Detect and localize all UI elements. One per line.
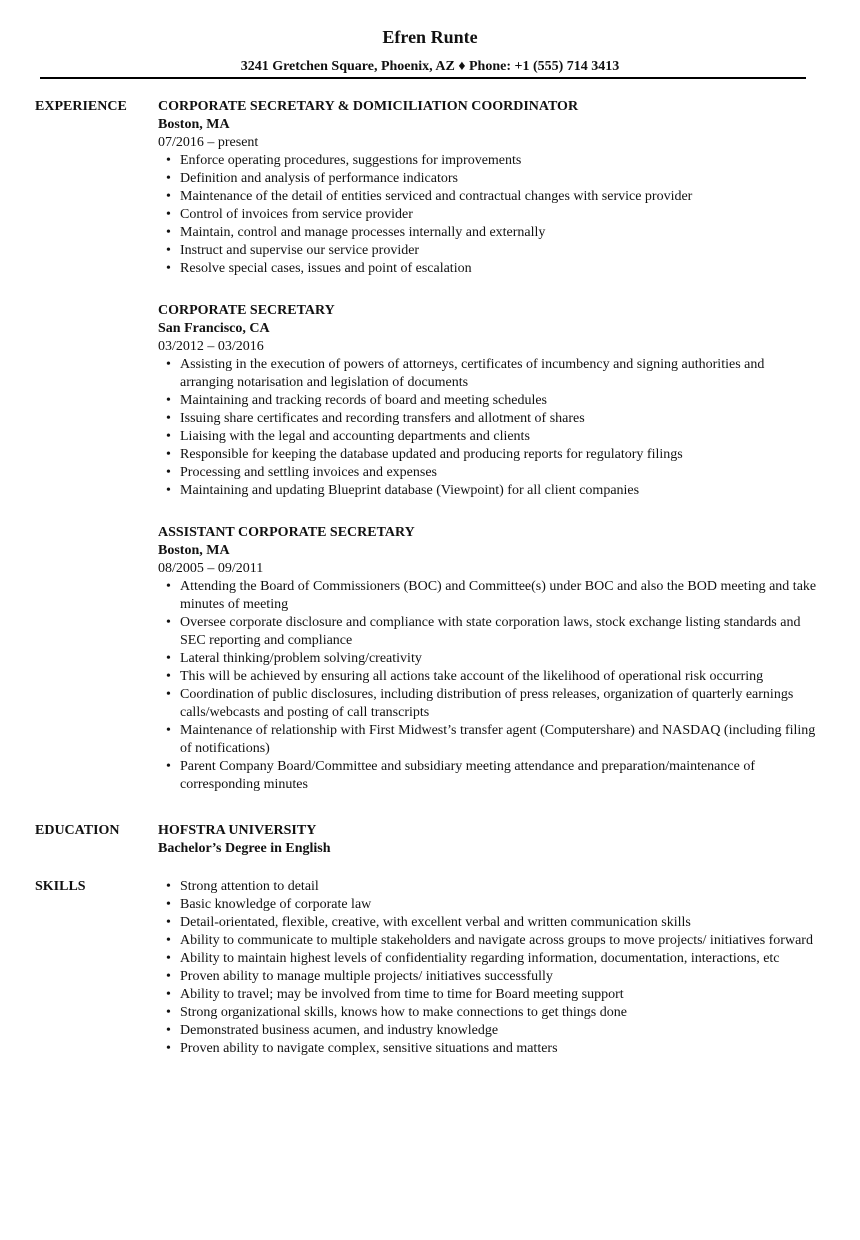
education-section — [35, 822, 825, 858]
job-entry — [158, 98, 825, 278]
list-item: • Liaising with the legal and accounting departments and clients — [158, 428, 820, 446]
job-dates: 07/2016 – present — [158, 135, 259, 150]
list-item: • Maintain, control and manage processes internally and externally — [158, 224, 820, 242]
section-label: EDUCATION — [35, 823, 120, 838]
list-item: • Processing and settling invoices and expenses — [158, 464, 820, 482]
list-item: • Definition and analysis of performance indicators — [158, 170, 820, 188]
list-item: • Strong organizational skills, knows how to make connections to get things done — [158, 1004, 820, 1022]
job-title: CORPORATE SECRETARY & DOMICILIATION COORDINATOR — [158, 99, 579, 114]
job-entry — [158, 524, 825, 794]
list-item: • This will be achieved by ensuring all actions take account of the likelihood of operational risk occurring — [158, 668, 820, 686]
list-item: • Parent Company Board/Committee and subsidiary meeting attendance and preparation/maintenance of corresponding minutes — [158, 758, 820, 794]
job-dates: 08/2005 – 09/2011 — [158, 561, 264, 576]
job-bullets — [158, 578, 825, 794]
job-entry — [158, 302, 825, 500]
list-item: • Resolve special cases, issues and point of escalation — [158, 260, 820, 278]
resume-body — [35, 98, 825, 1058]
job-dates: 03/2012 – 03/2016 — [158, 339, 264, 354]
job-title: CORPORATE SECRETARY — [158, 303, 335, 318]
jobs-list — [158, 98, 825, 794]
job-bullets — [158, 356, 825, 500]
job-bullets — [158, 152, 825, 278]
list-item: • Ability to maintain highest levels of confidentiality regarding information, documentation, interactions, etc — [158, 950, 820, 968]
job-location: Boston, MA — [158, 543, 230, 558]
header-divider — [40, 77, 806, 79]
school-name: HOFSTRA UNIVERSITY — [158, 823, 317, 838]
list-item: • Enforce operating procedures, suggestions for improvements — [158, 152, 820, 170]
list-item: • Maintaining and tracking records of board and meeting schedules — [158, 392, 820, 410]
list-item: • Maintenance of relationship with First Midwest’s transfer agent (Computershare) and NASDAQ (including filing of notifications) — [158, 722, 820, 758]
list-item: • Attending the Board of Commissioners (BOC) and Committee(s) under BOC and also the BOD meeting and take minutes of meeting — [158, 578, 820, 614]
section-label: EXPERIENCE — [35, 99, 127, 114]
job-title: ASSISTANT CORPORATE SECRETARY — [158, 525, 415, 540]
list-item: • Coordination of public disclosures, including distribution of press releases, organization of quarterly earnings calls/webcasts and posting of call transcripts — [158, 686, 820, 722]
job-location: Boston, MA — [158, 117, 230, 132]
list-item: • Assisting in the execution of powers of attorneys, certificates of incumbency and signing authorities and arranging notarisation and legislation of documents — [158, 356, 820, 392]
list-item: • Proven ability to navigate complex, sensitive situations and matters — [158, 1040, 820, 1058]
list-item: • Responsible for keeping the database updated and producing reports for regulatory filings — [158, 446, 820, 464]
list-item: • Strong attention to detail — [158, 878, 820, 896]
list-item: • Lateral thinking/problem solving/creativity — [158, 650, 820, 668]
list-item: • Issuing share certificates and recording transfers and allotment of shares — [158, 410, 820, 428]
list-item: • Ability to travel; may be involved from time to time for Board meeting support — [158, 986, 820, 1004]
list-item: • Control of invoices from service provider — [158, 206, 820, 224]
list-item: • Basic knowledge of corporate law — [158, 896, 820, 914]
section-label: SKILLS — [35, 879, 86, 894]
degree: Bachelor’s Degree in English — [158, 841, 331, 856]
contact-line: 3241 Gretchen Square, Phoenix, AZ ♦ Phone: +1 (555) 714 3413 — [240, 59, 620, 74]
list-item: • Detail-orientated, flexible, creative, with excellent verbal and written communication skills — [158, 914, 820, 932]
skills-section — [35, 878, 825, 1058]
list-item: • Demonstrated business acumen, and industry knowledge — [158, 1022, 820, 1040]
list-item: • Instruct and supervise our service provider — [158, 242, 820, 260]
list-item: • Proven ability to manage multiple projects/ initiatives successfully — [158, 968, 820, 986]
list-item: • Ability to communicate to multiple stakeholders and navigate across groups to move projects/ initiatives forward — [158, 932, 820, 950]
list-item: • Maintaining and updating Blueprint database (Viewpoint) for all client companies — [158, 482, 820, 500]
skills-list — [158, 878, 825, 1058]
list-item: • Oversee corporate disclosure and compliance with state corporation laws, stock exchange listing standards and SEC reporting and compliance — [158, 614, 820, 650]
candidate-name: Efren Runte — [382, 27, 478, 47]
job-location: San Francisco, CA — [158, 321, 270, 336]
experience-section — [35, 98, 825, 794]
list-item: • Maintenance of the detail of entities serviced and contractual changes with service provider — [158, 188, 820, 206]
